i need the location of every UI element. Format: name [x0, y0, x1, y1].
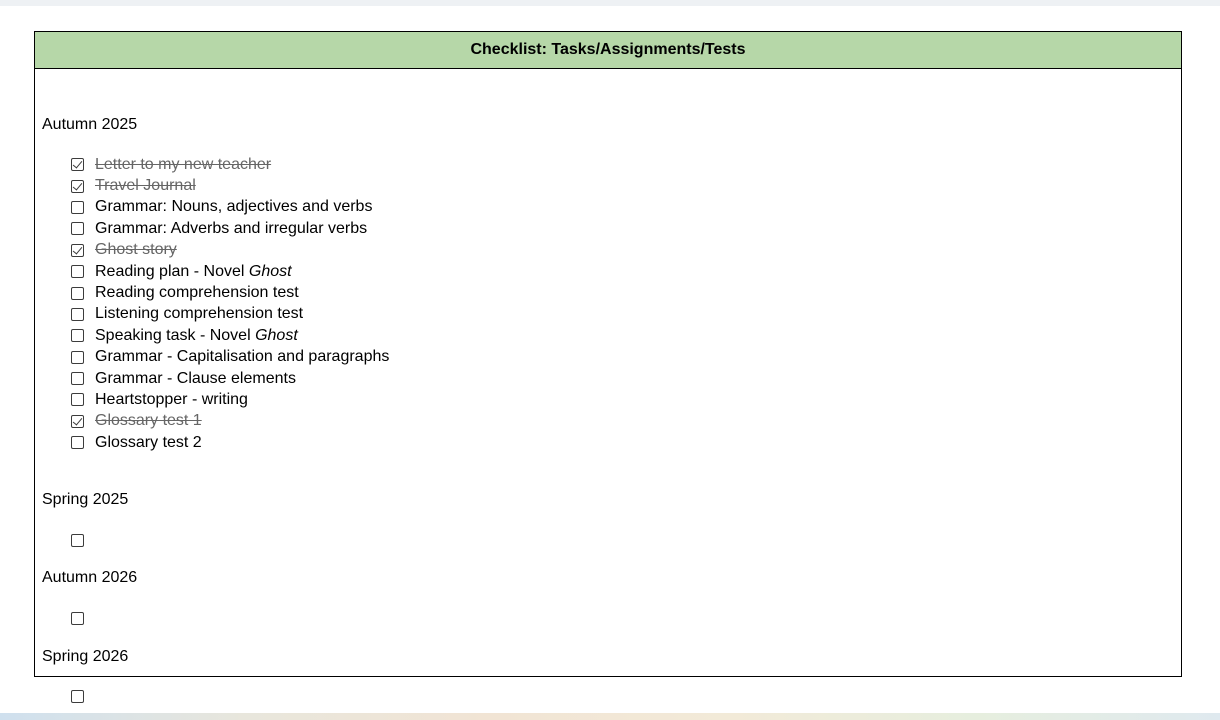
term-heading-spring-2026: Spring 2026: [42, 648, 129, 665]
task-label: [95, 391, 248, 409]
task-label-text: Speaking task - Novel: [95, 326, 256, 344]
task-label-text: Glossary test 1: [95, 412, 202, 430]
term-heading-autumn-2026: Autumn 2026: [42, 569, 138, 586]
task-list-autumn-2025: [71, 154, 389, 453]
term-heading-autumn-2025: Autumn 2025: [42, 116, 138, 133]
task-label: [95, 327, 298, 345]
checkbox[interactable]: [71, 329, 84, 342]
task-label-italic: Ghost: [255, 326, 298, 344]
list-item: [71, 389, 389, 410]
task-label: [95, 412, 202, 430]
task-label-text: Heartstopper - writing: [95, 390, 248, 408]
checkbox[interactable]: [71, 287, 84, 300]
list-item: [71, 432, 389, 453]
task-label: [95, 434, 202, 452]
table-header: [35, 32, 1181, 69]
checkbox[interactable]: [71, 436, 84, 449]
task-label-text: Grammar - Capitalisation and paragraphs: [95, 348, 390, 366]
task-label-text: Listening comprehension test: [95, 305, 304, 323]
list-item: [71, 218, 389, 239]
task-label-text: Letter to my new teacher: [95, 155, 272, 173]
checkbox[interactable]: [71, 690, 84, 703]
task-label-italic: Ghost: [248, 262, 292, 280]
list-item: [71, 368, 389, 389]
checkbox[interactable]: [71, 372, 84, 385]
checkbox-checked[interactable]: [71, 158, 84, 171]
task-label-text: Reading comprehension test: [95, 284, 299, 302]
checkbox[interactable]: [71, 351, 84, 364]
checkbox[interactable]: [71, 393, 84, 406]
list-item: [71, 530, 95, 550]
task-label: [95, 305, 303, 323]
checkbox-checked[interactable]: [71, 415, 84, 428]
task-label-text: Grammar: Nouns, adjectives and verbs: [95, 198, 373, 216]
checklist-table: [34, 31, 1182, 677]
bottom-strip: [0, 713, 1220, 720]
task-label: [95, 370, 296, 388]
task-label-text: Ghost story: [95, 241, 177, 259]
table-title: Checklist: Tasks/Assignments/Tests: [470, 41, 746, 58]
checkbox[interactable]: [71, 308, 84, 321]
task-label-text: Travel Journal: [95, 177, 196, 195]
list-item: [71, 197, 389, 218]
list-item: [71, 608, 95, 628]
list-item: [71, 304, 389, 325]
checkbox-checked[interactable]: [71, 180, 84, 193]
task-label-text: Grammar - Clause elements: [95, 369, 296, 387]
list-item: [71, 175, 389, 196]
top-strip: [0, 0, 1220, 6]
task-label: [95, 220, 367, 238]
task-label: [95, 156, 271, 174]
list-item: [71, 325, 389, 346]
list-item: [71, 686, 95, 706]
checkbox[interactable]: [71, 612, 84, 625]
checkbox[interactable]: [71, 265, 84, 278]
task-label-text: Grammar: Adverbs and irregular verbs: [95, 219, 368, 237]
list-item: [71, 282, 389, 303]
list-item: [71, 154, 389, 175]
checkbox-checked[interactable]: [71, 244, 84, 257]
task-label: [95, 241, 177, 259]
task-label: [95, 284, 299, 302]
task-label: [95, 348, 389, 366]
task-label: [95, 177, 196, 195]
term-heading-spring-2025: Spring 2025: [42, 491, 129, 508]
list-item: [71, 347, 389, 368]
list-item: [71, 411, 389, 432]
task-label-text: Glossary test 2: [95, 433, 202, 451]
task-label-text: Reading plan - Novel: [95, 262, 249, 280]
list-item: [71, 261, 389, 282]
checkbox[interactable]: [71, 222, 84, 235]
task-label: [95, 198, 372, 216]
checkbox[interactable]: [71, 201, 84, 214]
task-label: [95, 263, 292, 281]
checkbox[interactable]: [71, 534, 84, 547]
list-item: [71, 240, 389, 261]
